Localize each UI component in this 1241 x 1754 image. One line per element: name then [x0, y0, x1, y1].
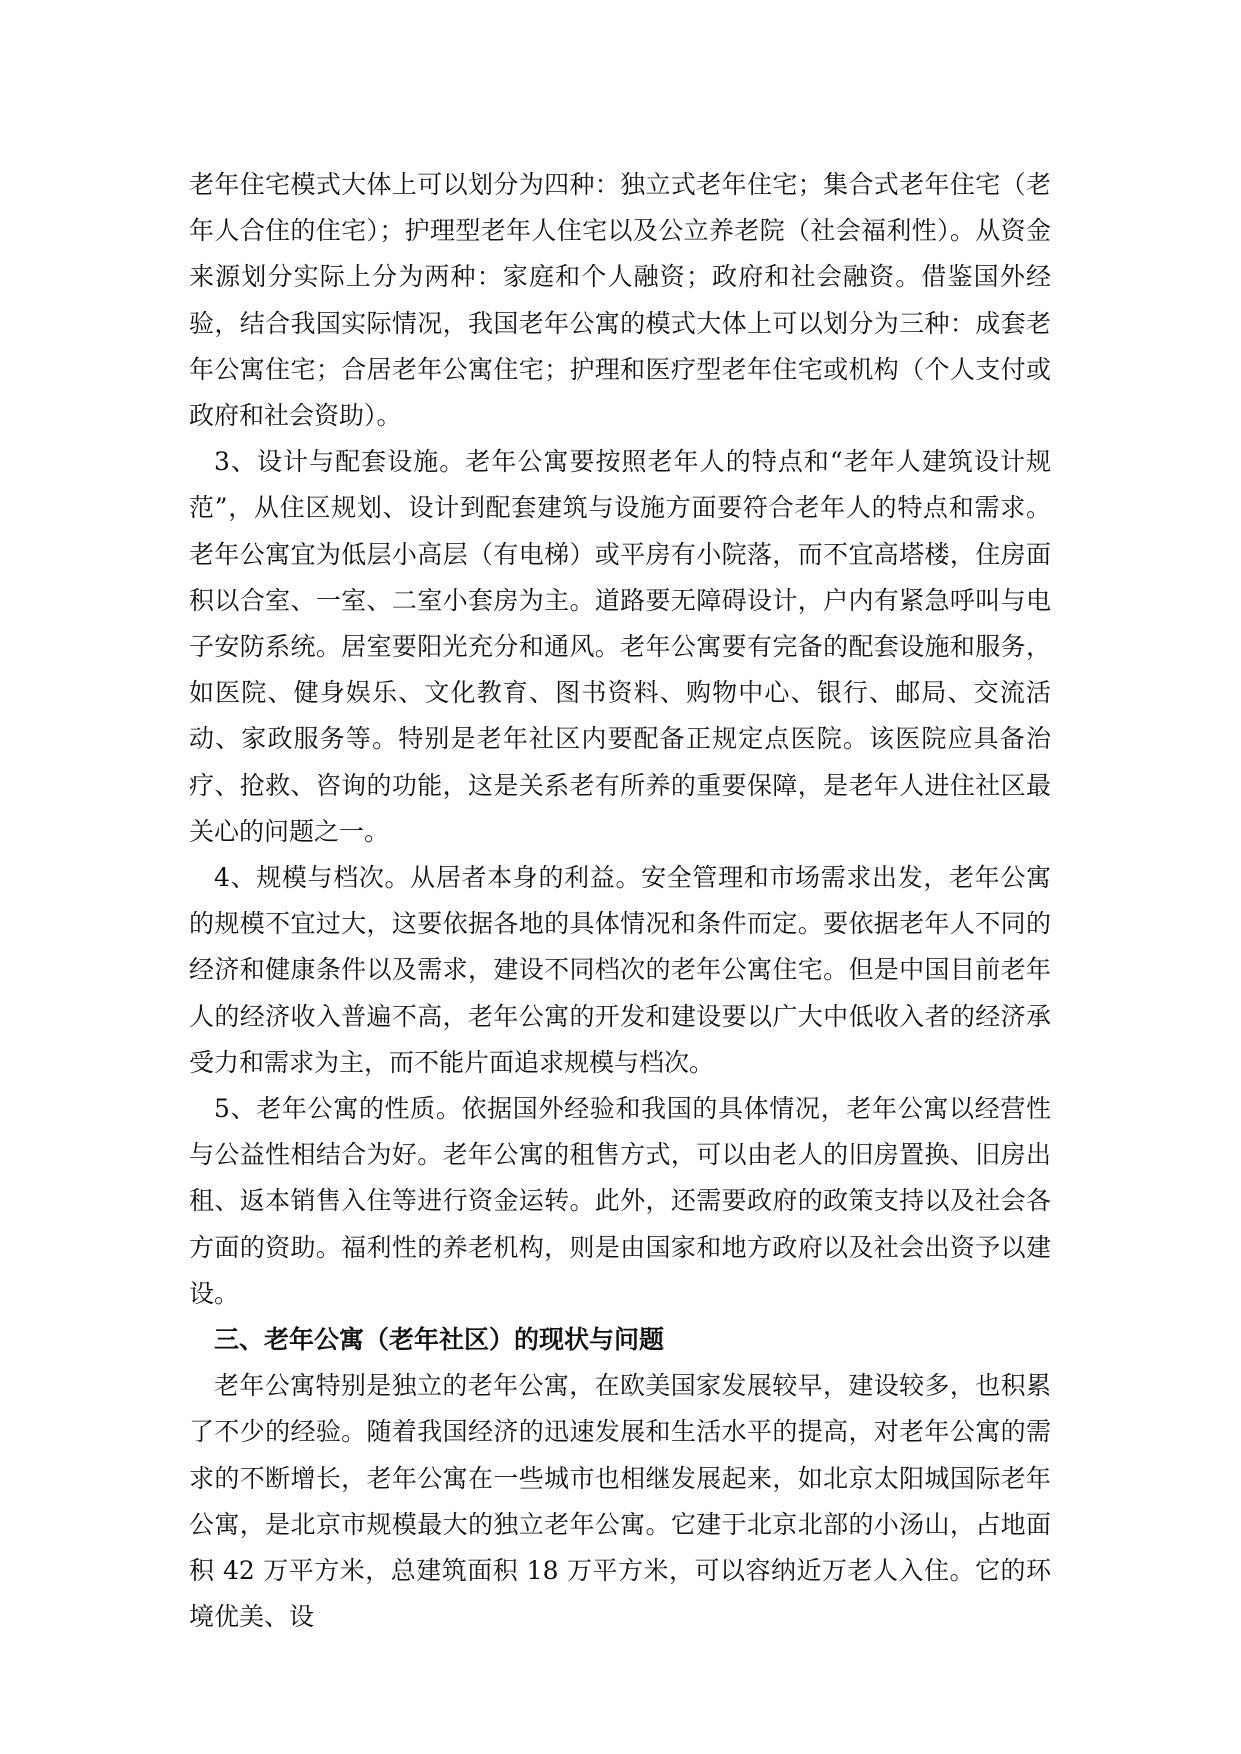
document-body	[189, 162, 1051, 1641]
section-heading: 三、老年公寓（老年社区）的现状与问题	[214, 1325, 665, 1355]
paragraph-nature: 5、老年公寓的性质。依据国外经验和我国的具体情况，老年公寓以经营性与公益性相结合为好。老年公寓的租售方式，可以由老人的旧房置换、旧房出租、返本销售入住等进行资金运转。此外，还需要政府的政策支持以及社会各方面的资助。福利性的养老机构，则是由国家和地方政府以及社会出资予以建设。	[189, 1094, 1051, 1308]
paragraph-scale-grade: 4、规模与档次。从居者本身的利益。安全管理和市场需求出发，老年公寓的规模不宜过大，这要依据各地的具体情况和条件而定。要依据老年人不同的经济和健康条件以及需求，建设不同档次的老年公寓住宅。但是中国目前老年人的经济收入普遍不高，老年公寓的开发和建设要以广大中低收入者的经济承受力和需求为主，而不能片面追求规模与档次。	[189, 863, 1051, 1077]
paragraph-housing-models: 老年住宅模式大体上可以划分为四种：独立式老年住宅；集合式老年住宅（老年人合住的住宅）；护理型老年人住宅以及公立养老院（社会福利性）。从资金来源划分实际上分为两种：家庭和个人融资；政府和社会融资。借鉴国外经验，结合我国实际情况，我国老年公寓的模式大体上可以划分为三种：成套老年公寓住宅；合居老年公寓住宅；护理和医疗型老年住宅或机构（个人支付或政府和社会资助）。	[189, 170, 1051, 431]
paragraph-design-facilities: 3、设计与配套设施。老年公寓要按照老年人的特点和“老年人建筑设计规范”，从住区规划、设计到配套建筑与设施方面要符合老年人的特点和需求。老年公寓宜为低层小高层（有电梯）或平房有小院落，而不宜高塔楼，住房面积以合室、一室、二室小套房为主。道路要无障碍设计，户内有紧急呼叫与电子安防系统。居室要阳光充分和通风。老年公寓要有完备的配套设施和服务，如医院、健身娱乐、文化教育、图书资料、购物中心、银行、邮局、交流活动、家政服务等。特别是老年社区内要配备正规定点医院。该医院应具备治疗、抢救、咨询的功能，这是关系老有所养的重要保障，是老年人进住社区最关心的问题之一。	[189, 447, 1051, 846]
paragraph-status: 老年公寓特别是独立的老年公寓，在欧美国家发展较早，建设较多，也积累了不少的经验。随着我国经济的迅速发展和生活水平的提高，对老年公寓的需求的不断增长，老年公寓在一些城市也相继发展起来，如北京太阳城国际老年公寓，是北京市规模最大的独立老年公寓。它建于北京北部的小汤山，占地面积 42 万平方米，总建筑面积 18 万平方米，可以容纳近万老人入住。它的环境优美、设	[189, 1371, 1051, 1632]
